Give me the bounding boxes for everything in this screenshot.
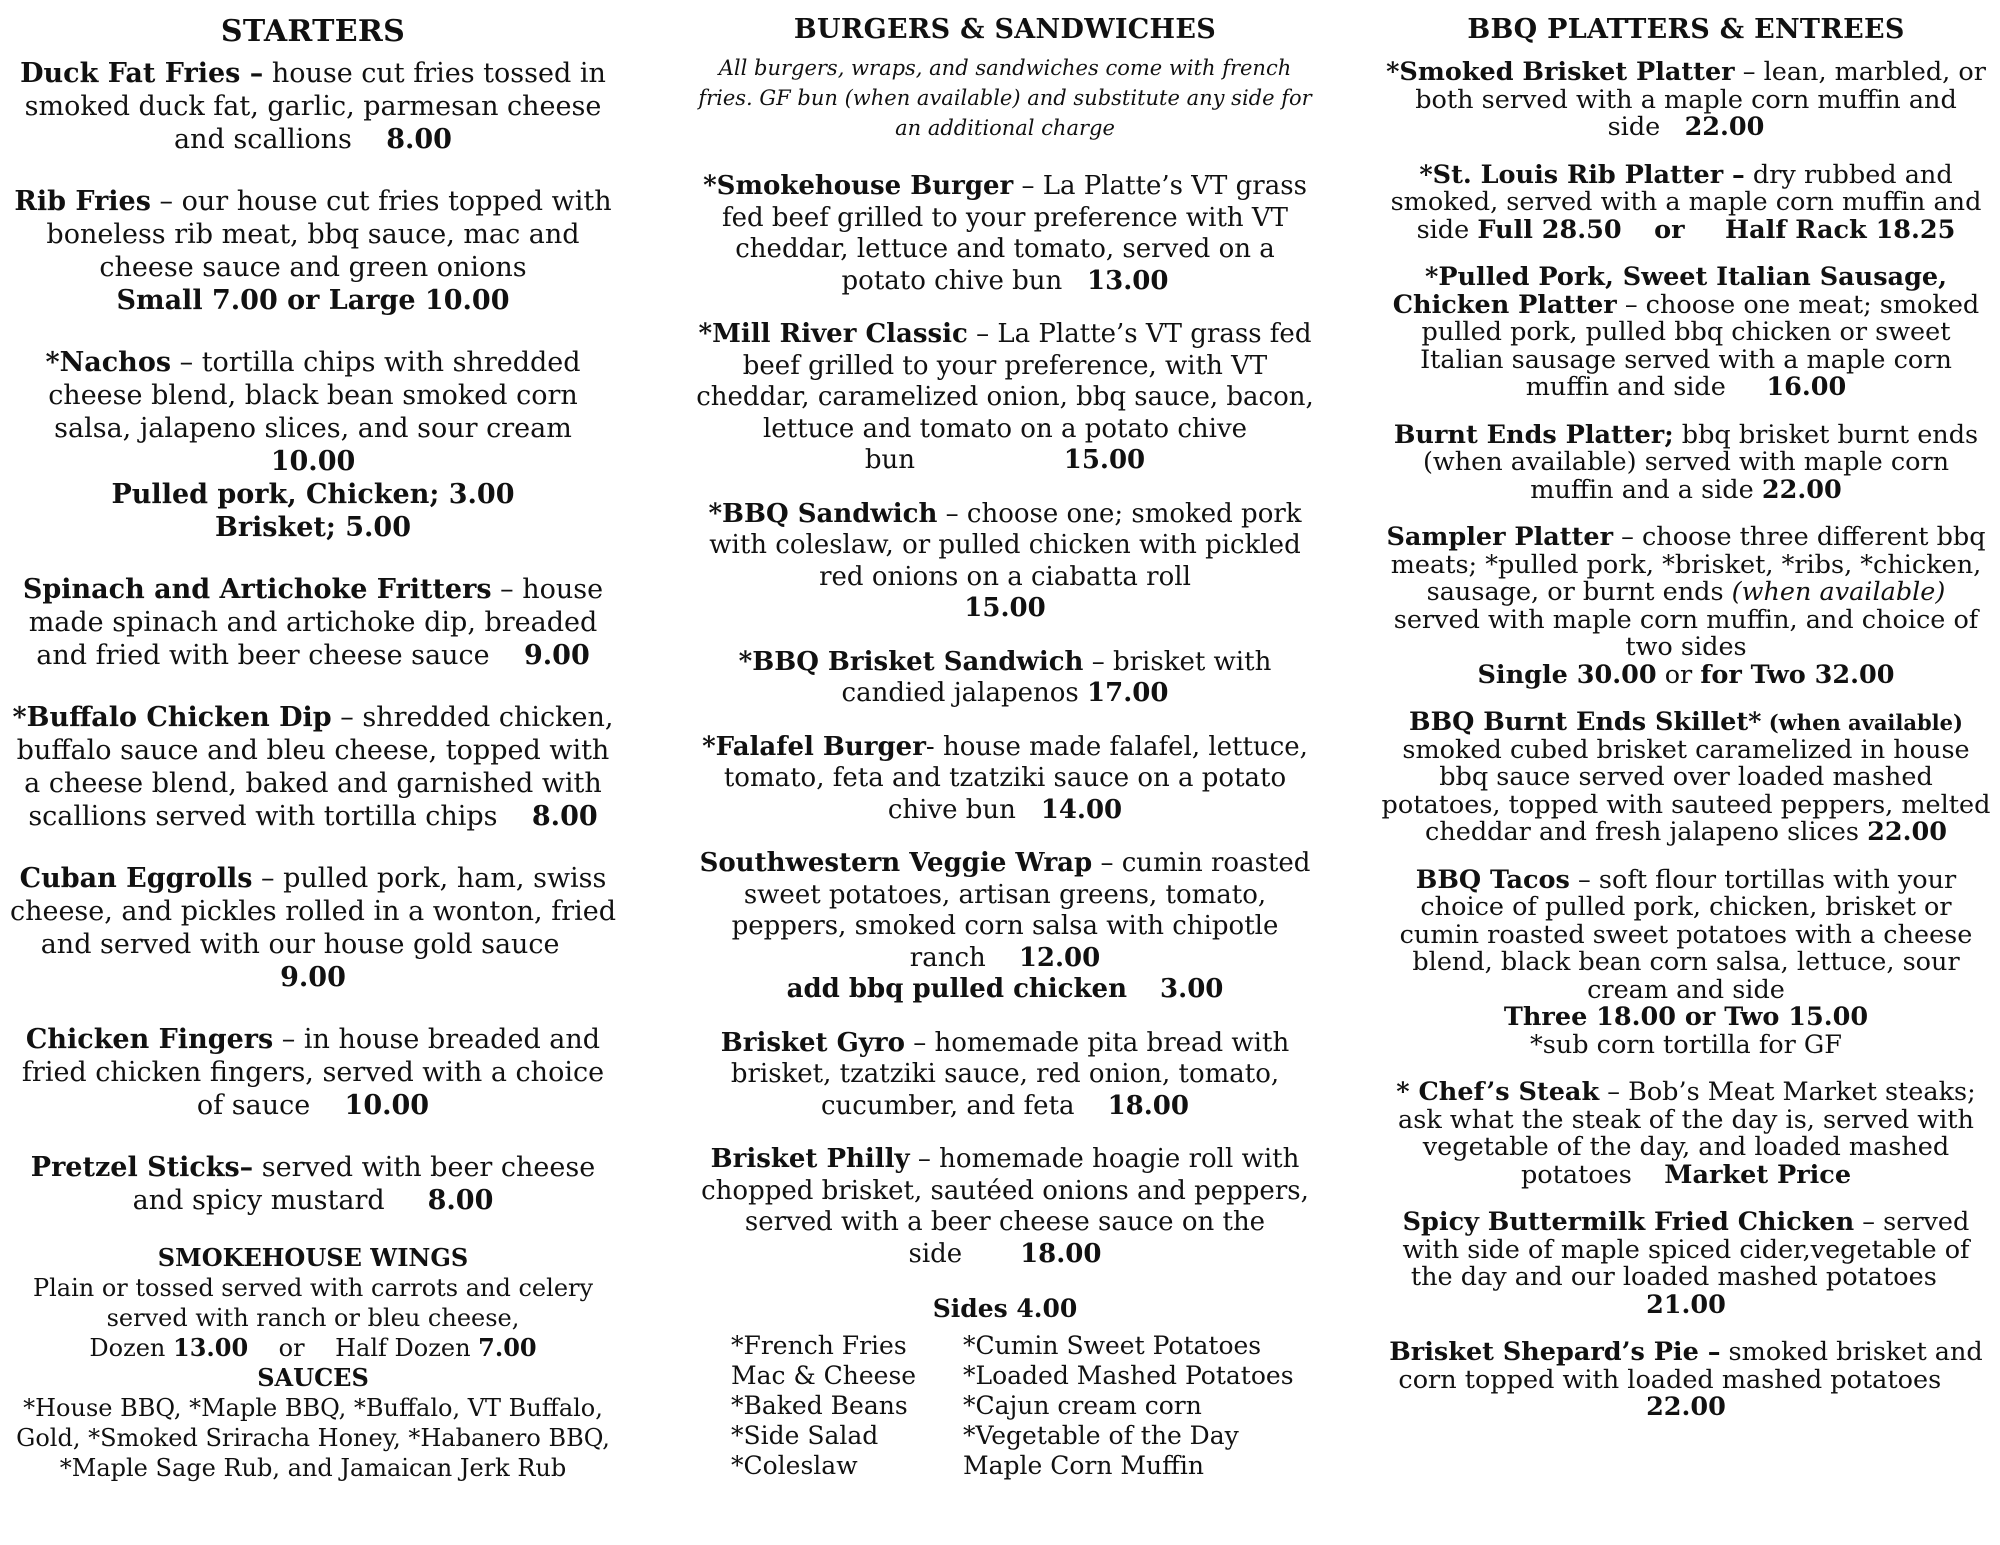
- menu-item: [695, 171, 1315, 297]
- side-item: Maple Corn Muffin: [963, 1451, 1204, 1480]
- menu-item: [695, 1028, 1315, 1123]
- burgers-note: All burgers, wraps, and sandwiches come with french fries. GF bun (when available) and substitute any side for an additional charge: [698, 56, 1312, 140]
- sides-col-1: [731, 1331, 963, 1481]
- menu-item: [1380, 59, 1992, 142]
- item-name: *Nachos: [45, 347, 172, 378]
- item-price: 22.00: [1867, 817, 1947, 847]
- item-desc: – our house cut fries topped with boneless rib meat, bbq sauce, mac and cheese sauce and green onions: [46, 186, 612, 283]
- item-desc: served with beer cheese and spicy mustard: [132, 1152, 596, 1216]
- item-price: 8.00: [427, 1185, 494, 1216]
- side-item: *Coleslaw: [731, 1451, 858, 1480]
- menu-item: [8, 57, 618, 156]
- item-price: 16.00: [1766, 372, 1847, 402]
- item-name: *Pulled Pork, Sweet Italian Sausage, Chicken Platter: [1392, 262, 1947, 320]
- wings-prices: [8, 1333, 618, 1363]
- burgers-column: [695, 14, 1315, 1481]
- side-item: *Cumin Sweet Potatoes: [963, 1331, 1262, 1360]
- item-name: Chicken Fingers: [25, 1024, 274, 1055]
- menu-item: [8, 185, 618, 317]
- wings-desc: Plain or tossed served with carrots and celery served with ranch or bleu cheese,: [32, 1274, 594, 1332]
- item-price: Market Price: [1664, 1159, 1852, 1190]
- menu-item: [8, 1151, 618, 1217]
- menu-item: [8, 1023, 618, 1122]
- item-desc: – Bob’s Meat Market steaks; ask what the steak of the day is, served with vegetable of the day, and loaded mashed potatoes: [1398, 1077, 1976, 1190]
- item-name: Brisket Philly: [710, 1144, 910, 1174]
- item-name: *St. Louis Rib Platter –: [1419, 159, 1745, 190]
- item-name: *BBQ Sandwich: [708, 498, 938, 529]
- menu-item: [1380, 264, 1992, 402]
- sides-col-2: [963, 1331, 1294, 1481]
- item-desc: smoked cubed brisket caramelized in house bbq sauce served over loaded mashed potatoes, topped with sauteed peppers, melted cheddar and fresh jalapeno slices: [1381, 734, 1991, 847]
- item-name: Cuban Eggrolls: [19, 863, 253, 894]
- item-addon-price: 3.00: [1160, 974, 1224, 1004]
- menu-item: [8, 862, 618, 994]
- item-name: Duck Fat Fries –: [20, 58, 264, 89]
- item-name: *BBQ Brisket Sandwich: [738, 646, 1084, 677]
- item-price: 22.00: [1646, 1392, 1726, 1422]
- item-price: 13.00: [1087, 265, 1169, 296]
- item-desc: – choose three different bbq meats; *pulled pork, *brisket, *ribs, *chicken, sausage, or burnt ends: [1390, 522, 1986, 607]
- item-or: or: [1656, 659, 1701, 690]
- item-desc: – in house breaded and fried chicken fingers, served with a choice of sauce: [21, 1024, 605, 1121]
- sauces-list: *House BBQ, *Maple BBQ, *Buffalo, VT Buffalo, Gold, *Smoked Sriracha Honey, *Habanero BBQ, *Maple Sage Rub, and Jamaican Jerk Rub: [16, 1394, 610, 1482]
- item-price: Small 7.00 or Large 10.00: [116, 285, 510, 316]
- item-desc: house cut fries tossed in smoked duck fat, garlic, parmesan cheese and scallions: [24, 58, 606, 155]
- item-price: 8.00: [386, 124, 452, 155]
- wings-half-price: 7.00: [478, 1333, 537, 1362]
- item-desc: – house made spinach and artichoke dip, breaded and fried with beer cheese sauce: [28, 574, 604, 671]
- item-desc: – pulled pork, ham, swiss cheese, and pickles rolled in a wonton, fried and served with our house gold sauce: [9, 863, 617, 960]
- item-or: or: [1654, 214, 1685, 245]
- menu-item: [695, 499, 1315, 625]
- item-price-half: Half Rack 18.25: [1725, 214, 1956, 245]
- wings-dozen-price: 13.00: [173, 1333, 249, 1362]
- item-desc: – tortilla chips with shredded cheese blend, black bean smoked corn salsa, jalapeno slices, and sour cream: [48, 347, 581, 444]
- side-item: Mac & Cheese: [731, 1361, 917, 1390]
- item-name: *Buffalo Chicken Dip: [12, 702, 332, 733]
- item-name: Rib Fries: [14, 186, 151, 217]
- item-name: Burnt Ends Platter;: [1393, 419, 1674, 450]
- item-desc: – homemade hoagie roll with chopped brisket, sautéed onions and peppers, served with a beer cheese sauce on the side: [701, 1144, 1309, 1269]
- item-price: 8.00: [531, 801, 598, 832]
- side-item: *French Fries: [731, 1331, 907, 1360]
- item-name: * Chef’s Steak: [1396, 1077, 1600, 1107]
- item-name: BBQ Tacos: [1415, 864, 1570, 895]
- item-desc: – choose one; smoked pork with coleslaw, or pulled chicken with pickled red onions on a ciabatta roll: [709, 498, 1302, 592]
- wings-half-label: Half Dozen: [335, 1334, 479, 1362]
- item-price: 22.00: [1684, 112, 1765, 142]
- item-desc: – served with side of maple spiced cider,vegetable of the day and our loaded mashed potatoes: [1402, 1207, 1970, 1292]
- item-price-two: for Two 32.00: [1700, 659, 1895, 690]
- item-name: *Smoked Brisket Platter: [1386, 57, 1735, 87]
- menu-item: [1380, 1209, 1992, 1319]
- item-price: 12.00: [1018, 942, 1101, 973]
- item-note: *sub corn tortilla for GF: [1529, 1029, 1842, 1060]
- menu-item: [1380, 419, 1992, 505]
- item-price: 15.00: [964, 593, 1046, 623]
- item-price: 18.00: [1020, 1238, 1102, 1269]
- item-desc: – soft flour tortillas with your choice of pulled pork, chicken, brisket or cumin roasted sweet potatoes with a cheese blend, black bean corn salsa, lettuce, sour cream and side: [1399, 864, 1973, 1005]
- item-desc: – La Platte’s VT grass fed beef grilled to your preference, with VT cheddar, caramelized onion, bbq sauce, bacon, lettuce and tomato on a potato chive bun: [696, 319, 1314, 475]
- wings-heading: SMOKEHOUSE WINGS: [157, 1243, 469, 1272]
- side-item: *Vegetable of the Day: [963, 1421, 1239, 1450]
- bbq-heading: BBQ PLATTERS & ENTREES: [1467, 14, 1905, 45]
- wings-dozen-label: Dozen: [89, 1334, 173, 1362]
- item-name: BBQ Burnt Ends Skillet*: [1409, 707, 1762, 737]
- item-price: 18.00: [1107, 1090, 1189, 1121]
- item-desc: smoked brisket and corn topped with loaded mashed potatoes: [1398, 1337, 1983, 1395]
- item-desc-italic: (when available): [1731, 577, 1946, 607]
- menu-item: [695, 848, 1315, 1006]
- item-desc: bbq brisket burnt ends (when available) served with maple corn muffin and a side: [1422, 419, 1979, 505]
- menu-item: [695, 732, 1315, 827]
- item-price: 10.00: [344, 1090, 430, 1121]
- wings-or: or: [278, 1334, 305, 1362]
- item-desc: dry rubbed and smoked, served with a maple corn muffin and side: [1390, 159, 1982, 245]
- menu-item: [1380, 159, 1992, 245]
- item-name: *Mill River Classic: [698, 319, 968, 349]
- item-price: 22.00: [1761, 474, 1842, 505]
- item-price: 10.00: [270, 446, 356, 477]
- bbq-column: [1380, 14, 1992, 1442]
- menu-item: [8, 573, 618, 672]
- starters-heading: STARTERS: [220, 14, 406, 49]
- item-name: Spinach and Artichoke Fritters: [22, 574, 492, 605]
- item-price: 17.00: [1087, 678, 1169, 708]
- item-desc: – shredded chicken, buffalo sauce and bleu cheese, topped with a cheese blend, baked and garnished with scallions served with tortilla chips: [16, 702, 614, 832]
- sides-heading: Sides 4.00: [932, 1294, 1078, 1323]
- menu-item: [1380, 864, 1992, 1060]
- item-desc: served with maple corn muffin, and choice of two sides: [1393, 604, 1979, 662]
- menu-item: [695, 647, 1315, 710]
- item-name: *Smokehouse Burger: [703, 171, 1014, 201]
- side-item: *Side Salad: [731, 1421, 879, 1450]
- side-item: *Loaded Mashed Potatoes: [963, 1361, 1294, 1390]
- item-desc: – choose one meat; smoked pulled pork, pulled bbq chicken or sweet Italian sausage served with a maple corn muffin and side: [1420, 289, 1980, 402]
- item-desc: – cumin roasted sweet potatoes, artisan greens, tomato, peppers, smoked corn salsa with chipotle ranch: [731, 848, 1311, 973]
- item-price-single: Single 30.00: [1477, 659, 1657, 690]
- sauces-heading: SAUCES: [257, 1363, 369, 1392]
- item-desc: – lean, marbled, or both served with a maple corn muffin and side: [1415, 57, 1986, 142]
- item-price: 14.00: [1040, 794, 1123, 825]
- menu-item: [695, 319, 1315, 477]
- item-name: Brisket Shepard’s Pie –: [1389, 1337, 1721, 1367]
- item-desc: – brisket with candied jalapenos: [841, 646, 1272, 708]
- item-sub: (when available): [1761, 710, 1963, 735]
- side-item: *Cajun cream corn: [963, 1391, 1202, 1420]
- item-name: Brisket Gyro: [720, 1027, 905, 1058]
- sides-list: [731, 1331, 1315, 1481]
- item-price: 9.00: [523, 640, 590, 671]
- burgers-heading: BURGERS & SANDWICHES: [793, 14, 1217, 45]
- item-desc: - house made falafel, lettuce, tomato, feta and tzatziki sauce on a potato chive bun: [723, 731, 1308, 825]
- wings-section: [8, 1243, 618, 1483]
- item-addon: Brisket; 5.00: [215, 512, 411, 543]
- item-price-full: Full 28.50: [1477, 214, 1622, 245]
- menu-item: [8, 346, 618, 544]
- item-price: 9.00: [280, 962, 346, 993]
- menu-item: [1380, 1079, 1992, 1189]
- item-name: *Falafel Burger: [702, 731, 926, 762]
- item-name: Sampler Platter: [1386, 522, 1614, 552]
- item-name: Southwestern Veggie Wrap: [699, 848, 1093, 878]
- menu-item: [8, 701, 618, 833]
- item-addon: add bbq pulled chicken: [786, 974, 1127, 1004]
- item-name: Spicy Buttermilk Fried Chicken: [1402, 1207, 1855, 1237]
- starters-column: [8, 14, 618, 1483]
- item-name: Pretzel Sticks–: [30, 1152, 254, 1183]
- menu-item: [695, 1144, 1315, 1270]
- item-price: 15.00: [1063, 445, 1146, 475]
- menu-item: [1380, 709, 1992, 847]
- menu-item: [1380, 1339, 1992, 1422]
- item-desc: – La Platte’s VT grass fed beef grilled to your preference with VT cheddar, lettuce and tomato, served on a potato chive bun: [721, 171, 1307, 296]
- side-item: *Baked Beans: [731, 1391, 908, 1420]
- item-price: Three 18.00 or Two 15.00: [1503, 1002, 1869, 1032]
- item-desc: – homemade pita bread with brisket, tzatziki sauce, red onion, tomato, cucumber, and feta: [730, 1027, 1290, 1121]
- menu-item: [1380, 524, 1992, 689]
- item-addon: Pulled pork, Chicken; 3.00: [111, 479, 515, 510]
- item-price: 21.00: [1646, 1289, 1726, 1320]
